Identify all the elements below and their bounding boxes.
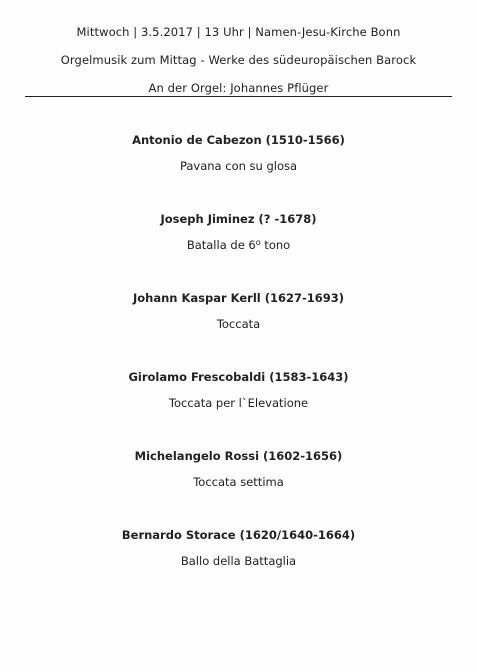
piece-title: Ballo della Battaglia (180, 554, 297, 568)
piece-title-superscript: o (255, 238, 261, 247)
program-entry-3 (0, 291, 477, 331)
program-entry-6 (0, 528, 477, 568)
piece-title: Toccata settima (193, 475, 284, 489)
piece-title-suffix: tono (260, 238, 291, 252)
concert-title: Orgelmusik zum Mittag - Werke des südeuropäischen Barock (60, 53, 417, 67)
composer-name: Bernardo Storace (1620/1640-1664) (121, 528, 356, 542)
composer-name: Girolamo Frescobaldi (1583-1643) (128, 370, 349, 384)
composer-name: Joseph Jiminez (? -1678) (160, 212, 317, 226)
event-info-line: Mittwoch | 3.5.2017 | 13 Uhr | Namen-Jesu-Kirche Bonn (76, 25, 401, 39)
organist-line: An der Orgel: Johannes Pflüger (148, 81, 329, 95)
piece-title: Toccata per l`Elevatione (168, 396, 309, 410)
program-entry-4 (0, 370, 477, 410)
composer-name: Michelangelo Rossi (1602-1656) (134, 449, 343, 463)
program-entry-5 (0, 449, 477, 489)
header-divider (25, 96, 452, 97)
composer-name: Johann Kaspar Kerll (1627-1693) (132, 291, 345, 305)
piece-title: Pavana con su glosa (179, 159, 298, 173)
program-entry-1 (0, 133, 477, 173)
piece-title-main: Batalla de 6 (186, 238, 256, 252)
program-entry-2 (0, 212, 477, 252)
piece-title: Toccata (216, 317, 261, 331)
piece-title (0, 238, 477, 252)
composer-name: Antonio de Cabezon (1510-1566) (132, 133, 345, 147)
